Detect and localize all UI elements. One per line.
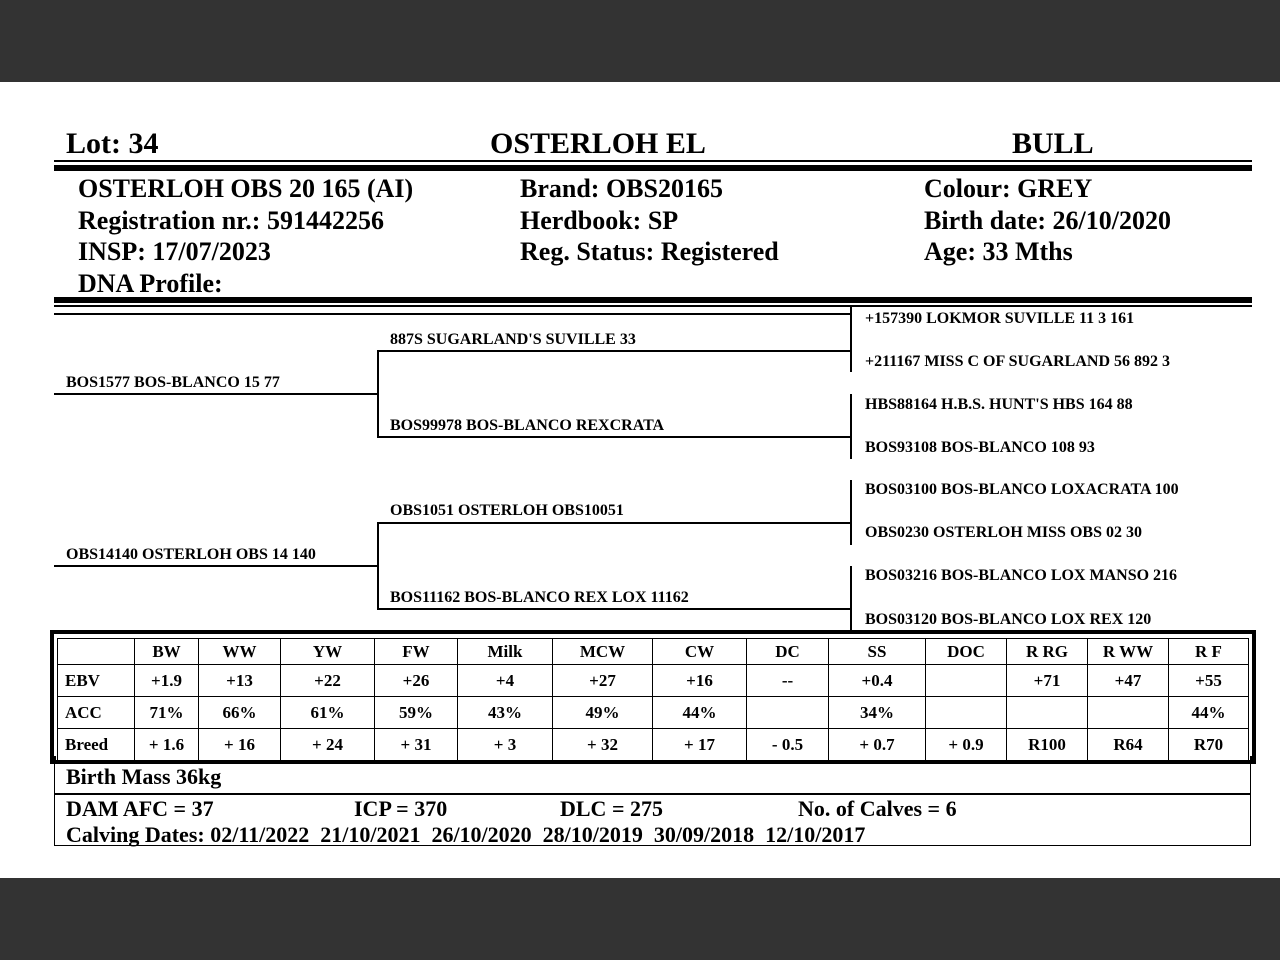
- ebv-header-cell: YW: [281, 639, 375, 665]
- ebv-cell: +55: [1169, 665, 1249, 697]
- ebv-header-cell: R F: [1169, 639, 1249, 665]
- ebv-cell: +71: [1007, 665, 1088, 697]
- ebv-row-ebv: [58, 665, 1249, 697]
- ebv-cell: - 0.5: [747, 729, 829, 761]
- ebv-cell: 43%: [458, 697, 553, 729]
- info-column-identity: [78, 173, 413, 299]
- ebv-cell: + 17: [653, 729, 747, 761]
- header-rule-thin: [54, 160, 1252, 162]
- ebv-cell: +13: [199, 665, 281, 697]
- ebv-header-cell: WW: [199, 639, 281, 665]
- ebv-row-acc: [58, 697, 1249, 729]
- dam-number-of-calves: No. of Calves = 6: [798, 796, 957, 821]
- ebv-cell: R70: [1169, 729, 1249, 761]
- herdbook: Herdbook: SP: [520, 205, 679, 235]
- info-column-details: [924, 173, 1171, 268]
- pedigree-gen2-2: BOS99978 BOS-BLANCO REXCRATA: [390, 417, 665, 434]
- ebv-cell: [926, 665, 1007, 697]
- registration-number: Registration nr.: 591442256: [78, 205, 384, 235]
- ebv-cell: + 32: [553, 729, 653, 761]
- registered-name: OSTERLOH OBS 20 165 (AI): [78, 174, 414, 203]
- ebv-cell: 44%: [1169, 697, 1249, 729]
- ebv-header-cell: Milk: [458, 639, 553, 665]
- lot-number: Lot: 34: [66, 127, 159, 160]
- calving-dates: Calving Dates: 02/11/2022 21/10/2021 26/10/2020 28/10/2019 30/09/2018 12/10/2017: [66, 822, 866, 847]
- pedigree-dam: OBS14140 OSTERLOH OBS 14 140: [66, 546, 316, 563]
- pedigree-gen3-6: OBS0230 OSTERLOH MISS OBS 02 30: [865, 524, 1142, 541]
- ebv-cell: + 31: [375, 729, 458, 761]
- ebv-cell: +47: [1088, 665, 1169, 697]
- ebv-cell: +26: [375, 665, 458, 697]
- info-rule-thin: [54, 305, 1252, 307]
- ebv-table: [57, 638, 1249, 761]
- ebv-cell: +4: [458, 665, 553, 697]
- ebv-header-cell: R RG: [1007, 639, 1088, 665]
- ebv-row-label: ACC: [58, 697, 135, 729]
- ebv-cell: [747, 697, 829, 729]
- pedigree-gen3-7: BOS03216 BOS-BLANCO LOX MANSO 216: [865, 567, 1178, 584]
- dam-dlc: DLC = 275: [560, 796, 663, 821]
- ebv-header-cell: CW: [653, 639, 747, 665]
- birth-mass: Birth Mass 36kg: [66, 764, 222, 789]
- ebv-cell: +16: [653, 665, 747, 697]
- ebv-header-cell: SS: [829, 639, 926, 665]
- ebv-header-cell: R WW: [1088, 639, 1169, 665]
- pedigree-gen3-4: BOS93108 BOS-BLANCO 108 93: [865, 439, 1095, 456]
- sex-label: BULL: [1012, 127, 1094, 160]
- footer-left-tick: [54, 756, 56, 764]
- ebv-header-cell: MCW: [553, 639, 653, 665]
- animal-name-title: OSTERLOH EL: [490, 127, 706, 160]
- pedigree-gen2-1: 887S SUGARLAND'S SUVILLE 33: [390, 331, 636, 348]
- ebv-cell: +22: [281, 665, 375, 697]
- ebv-row-breed: [58, 729, 1249, 761]
- info-column-registration: [520, 173, 779, 268]
- reg-status: Reg. Status: Registered: [520, 237, 779, 266]
- ebv-cell: 59%: [375, 697, 458, 729]
- pedigree-gen3-5: BOS03100 BOS-BLANCO LOXACRATA 100: [865, 481, 1179, 498]
- colour: Colour: GREY: [924, 174, 1093, 203]
- brand: Brand: OBS20165: [520, 174, 723, 203]
- ebv-cell: R100: [1007, 729, 1088, 761]
- ebv-header-cell: FW: [375, 639, 458, 665]
- ebv-cell: 49%: [553, 697, 653, 729]
- ebv-header-cell: [58, 639, 135, 665]
- ebv-row-label: EBV: [58, 665, 135, 697]
- birth-date: Birth date: 26/10/2020: [924, 205, 1171, 235]
- ebv-cell: + 0.7: [829, 729, 926, 761]
- pedigree-gen2-3: OBS1051 OSTERLOH OBS10051: [390, 502, 624, 519]
- ebv-header-cell: DC: [747, 639, 829, 665]
- ebv-header-cell: BW: [135, 639, 199, 665]
- info-rule-thick: [54, 297, 1252, 303]
- ebv-cell: R64: [1088, 729, 1169, 761]
- dam-afc: DAM AFC = 37: [66, 796, 214, 821]
- pedigree-gen3-1: +157390 LOKMOR SUVILLE 11 3 161: [865, 310, 1135, 327]
- top-dark-band: [0, 0, 1280, 82]
- ebv-cell: 61%: [281, 697, 375, 729]
- ebv-cell: + 16: [199, 729, 281, 761]
- ebv-cell: + 0.9: [926, 729, 1007, 761]
- pedigree-gen3-2: +211167 MISS C OF SUGARLAND 56 892 3: [865, 353, 1170, 370]
- ebv-header-row: [58, 639, 1249, 665]
- ebv-cell: + 1.6: [135, 729, 199, 761]
- pedigree-gen2-4: BOS11162 BOS-BLANCO REX LOX 11162: [390, 589, 689, 606]
- header-rule-thick: [54, 165, 1252, 171]
- ebv-cell: 44%: [653, 697, 747, 729]
- ebv-cell: +1.9: [135, 665, 199, 697]
- inspection-date: INSP: 17/07/2023: [78, 237, 271, 266]
- pedigree-gen3-3: HBS88164 H.B.S. HUNT'S HBS 164 88: [865, 396, 1133, 413]
- ebv-cell: 71%: [135, 697, 199, 729]
- ebv-cell: [1088, 697, 1169, 729]
- ebv-cell: + 24: [281, 729, 375, 761]
- ebv-cell: + 3: [458, 729, 553, 761]
- ebv-cell: 66%: [199, 697, 281, 729]
- ebv-cell: +27: [553, 665, 653, 697]
- ebv-cell: 34%: [829, 697, 926, 729]
- ebv-header-cell: DOC: [926, 639, 1007, 665]
- pedigree-gen3-8: BOS03120 BOS-BLANCO LOX REX 120: [865, 611, 1152, 628]
- dam-icp: ICP = 370: [354, 796, 448, 821]
- footer-right-tick: [1250, 756, 1252, 764]
- ebv-row-label: Breed: [58, 729, 135, 761]
- ebv-cell: [1007, 697, 1088, 729]
- pedigree-sire: BOS1577 BOS-BLANCO 15 77: [66, 374, 280, 391]
- age: Age: 33 Mths: [924, 237, 1073, 266]
- ebv-cell: +0.4: [829, 665, 926, 697]
- bottom-dark-band: [0, 878, 1280, 960]
- dna-profile: DNA Profile:: [78, 268, 223, 298]
- ebv-cell: --: [747, 665, 829, 697]
- ebv-cell: [926, 697, 1007, 729]
